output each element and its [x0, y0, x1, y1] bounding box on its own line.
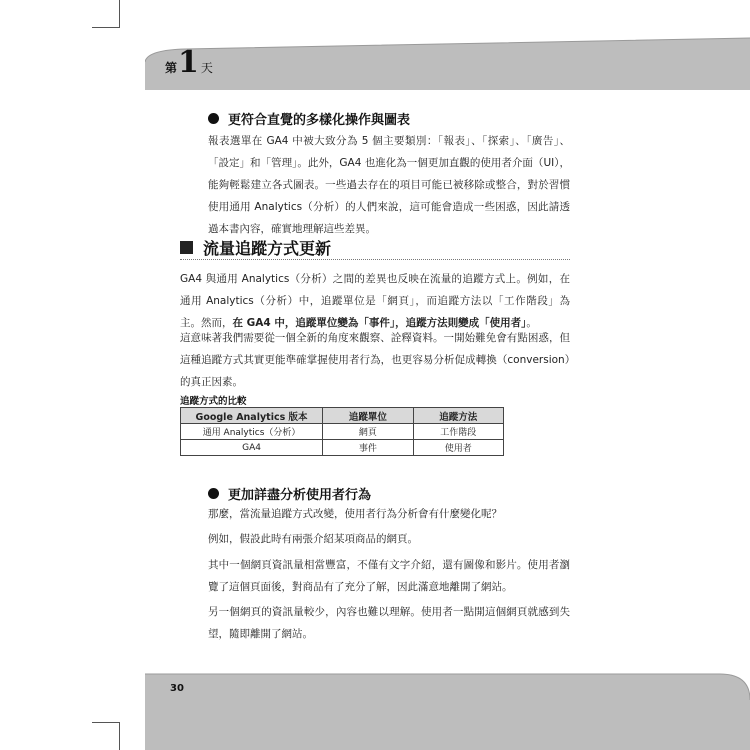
section2-paragraph2: 這意味著我們需要從一個全新的角度來觀察、詮釋資料。一開始難免會有點困惑，但這種追蹤方式其實更能準確掌握使用者行為，也更容易分析促成轉換（conversion）的真正因素。	[180, 332, 570, 388]
crop-mark-top-left	[119, 0, 120, 28]
table-cell: 通用 Analytics（分析）	[181, 424, 323, 440]
crop-mark-bottom-left	[119, 722, 120, 750]
table-cell: 使用者	[413, 440, 503, 456]
section2-p1-bold: 在 GA4 中，追蹤單位變為「事件」，追蹤方法則變成「使用者」	[232, 317, 527, 329]
footer-band	[145, 660, 750, 750]
section1-heading-text: 更符合直覺的多樣化操作與圖表	[228, 113, 411, 128]
section3-p1: 那麼，當流量追蹤方式改變，使用者行為分析會有什麼變化呢？	[208, 508, 502, 520]
table-cell: GA4	[181, 440, 323, 456]
section-divider	[180, 259, 570, 260]
chapter-day-label	[165, 45, 213, 80]
table-cell: 事件	[323, 440, 413, 456]
section2-p1-part-c: 。	[526, 317, 537, 329]
section3-p3: 其中一個網頁資訊量相當豐富，不僅有文字介紹，還有圖像和影片。使用者瀏覽了這個頁面後，對商品有了充分了解，因此滿意地離開了網站。	[208, 559, 570, 593]
header-band	[145, 0, 750, 90]
day-prefix: 第	[165, 61, 178, 75]
page-number: 30	[170, 683, 184, 694]
section3-heading	[208, 484, 371, 503]
section3-p2: 例如，假設此時有兩張介紹某項商品的網頁。	[208, 533, 418, 545]
crop-mark-bottom-left-h	[92, 722, 119, 723]
table-header-unit: 追蹤單位	[323, 408, 413, 424]
bullet-dot-icon	[208, 488, 219, 499]
bullet-dot-icon	[208, 113, 219, 124]
day-suffix: 天	[200, 61, 213, 75]
comparison-table	[180, 407, 504, 456]
table-header-method: 追蹤方法	[413, 408, 503, 424]
table-cell: 工作階段	[413, 424, 503, 440]
day-number: 1	[178, 45, 199, 80]
section3-p4: 另一個網頁的資訊量較少，內容也難以理解。使用者一點開這個網頁就感到失望，隨即離開了網站。	[208, 606, 570, 640]
section1-paragraph: 報表選單在 GA4 中被大致分為 5 個主要類別：「報表」、「探索」、「廣告」、「設定」和「管理」。此外，GA4 也進化為一個更加直觀的使用者介面（UI），能夠輕鬆建立各式圖表。一些過去存在的項目可能已被移除或整合，對於習慣使用通用 Analytics（分析）的人們來說，這可能會造成一些困惑，因此請透過本書內容，確實地理解這些差異。	[208, 135, 570, 235]
section2-paragraph1	[180, 268, 570, 334]
table-row	[181, 424, 504, 440]
table-cell: 網頁	[323, 424, 413, 440]
section2-title-text: 流量追蹤方式更新	[203, 239, 332, 258]
section2-p1-part-a: GA4 與通用 Analytics（分析）之間的差異也反映在流量的追蹤方式上。例如，在通用 Analytics（分析）中，追蹤單位是「網頁」，而追蹤方法以「工作階段」為主。然而，	[180, 273, 570, 329]
table-caption: 追蹤方式的比較	[180, 396, 247, 407]
table-row	[181, 440, 504, 456]
section2-title	[180, 236, 331, 259]
section1-heading	[208, 109, 410, 128]
section3-heading-text: 更加詳盡分析使用者行為	[228, 488, 372, 503]
table-header-row	[181, 408, 504, 424]
section-square-icon	[180, 241, 193, 254]
table-header-version: Google Analytics 版本	[181, 408, 323, 424]
crop-mark-top-left-h	[92, 27, 119, 28]
